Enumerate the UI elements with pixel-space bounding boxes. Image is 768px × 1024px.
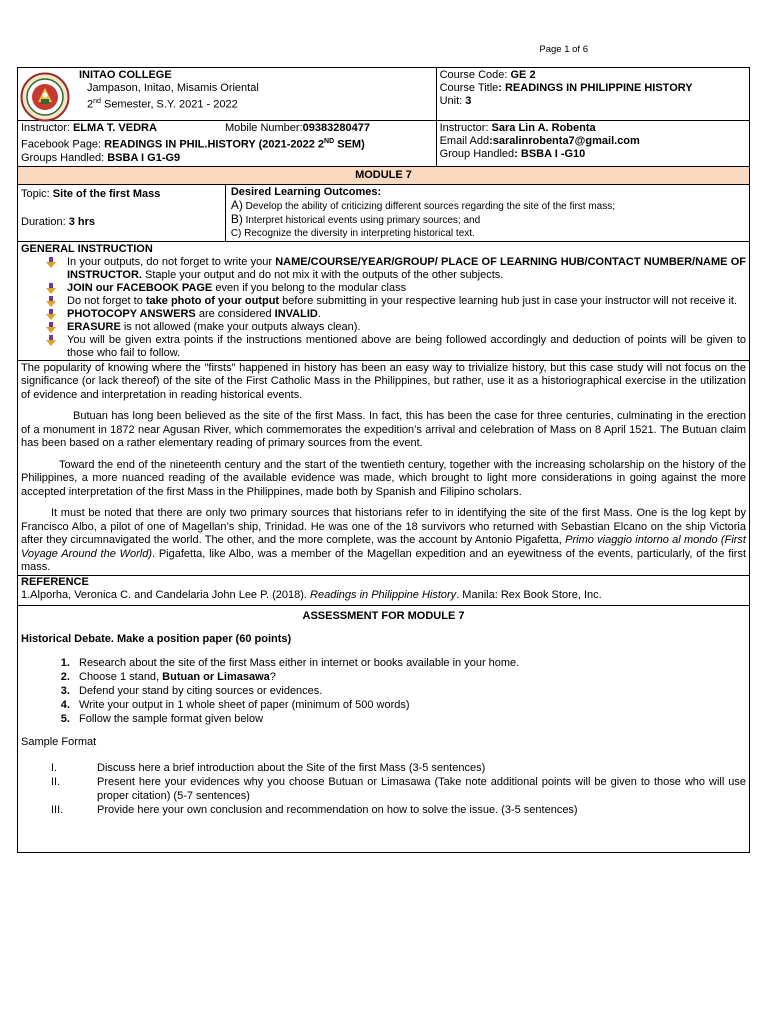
instruction-item: In your outputs, do not forget to write your NAME/COURSE/YEAR/GROUP/ PLACE OF LEARNING HUB/CONTACT NUMBER/NAME OF INSTRUCTOR. Staple your output and do not mix it with the outputs of the other subjects. (45, 256, 746, 282)
college-address: Jampason, Initao, Misamis Oriental (87, 82, 259, 94)
sample-format-label: Sample Format (21, 735, 97, 748)
reading-paragraph: Butuan has long been believed as the site of the first Mass. In fact, this has been the case for three centuries, culminating in the erection of a monument in 1872 near Agusan River, which commemorates the expedition’s arrival and celebration of Mass on 8 April 1521. The Butuan claim has been based on a rather elementary reading of primary sources from the event. (21, 410, 746, 450)
general-instruction-title: GENERAL INSTRUCTION (21, 242, 153, 255)
college-seal-logo (20, 72, 70, 122)
duration: Duration: 3 hrs (21, 215, 95, 228)
instruction-item: JOIN our FACEBOOK PAGE even if you belong to the modular class (45, 282, 746, 295)
instruction-item: Do not forget to take photo of your output before submitting in your respective learning hub just in case your instructor will not receive it. (45, 295, 746, 308)
assessment-title: ASSESSMENT FOR MODULE 7 (302, 609, 465, 622)
semester: 2nd Semester, S.Y. 2021 - 2022 (87, 98, 238, 111)
assessment-cell (18, 605, 750, 852)
header-row (18, 68, 750, 121)
reading-paragraph: It must be noted that there are only two primary sources that historians refer to in identifying the site of the first Mass. One is the log kept by Francisco Albo, a pilot of one of Magellan’s ship, Trinidad. He was one of the 18 survivors who returned with Sebastian Elcano on the ship Victoria after they circumnavigated the world. The other, and the more complete, was the account by Antonio Pigafetta, Primo viaggio intorno al mondo (First Voyage Around the World). Pigafetta, like Albo, was a member of the Magellan expedition and an eyewitness of the events, particularly, of the first mass. (21, 507, 746, 574)
reading-paragraph: The popularity of knowing where the "firsts" happened in history has been an easy way to trivialize history, but this case study will not focus on the significance (or lack thereof) of the site of the First Catholic Mass in the Philippines, but rather, use it as a historiographical exercise in the utilization of evidence and interpretation in reading historical events. (21, 361, 746, 401)
arrow-bullet-icon (45, 335, 57, 347)
module-document (17, 67, 750, 853)
assessment-row (18, 605, 750, 852)
reading-paragraph: Toward the end of the nineteenth century and the start of the twentieth century, together with the increasing scholarship on the history of the Philippines, a more nuanced reading of the available evidence was made, which brought to light more considerations in going against the more accepted interpretation of the first Mass in the Philippines, made both by Spanish and Filipino scholars. (21, 458, 746, 498)
outcomes-title: Desired Learning Outcomes: (230, 185, 382, 198)
instruction-item: ERASURE is not allowed (make your outputs always clean). (45, 321, 746, 334)
course-code: Course Code: GE 2 (439, 69, 536, 81)
content-cell (18, 241, 750, 605)
format-item: III. Provide here your own conclusion and recommendation on how to solve the issue. (3-5 sentences) (51, 803, 578, 816)
learning-outcomes (225, 184, 749, 241)
step-item: 3. Defend your stand by citing sources or evidences. (73, 684, 746, 698)
format-item: I. Discuss here a brief introduction about the Site of the first Mass (3-5 sentences) (51, 761, 486, 774)
sample-format-list (51, 761, 746, 817)
college-name: INITAO COLLEGE (79, 69, 172, 81)
arrow-bullet-icon (45, 283, 57, 295)
step-item: 4. Write your output in 1 whole sheet of paper (minimum of 500 words) (73, 698, 746, 712)
outcome-item: A) Develop the ability of criticizing different sources regarding the site of the first mass; (230, 197, 616, 212)
instruction-list (21, 256, 746, 360)
arrow-bullet-icon (45, 296, 57, 308)
topic-cell (18, 184, 226, 241)
reference-section (18, 575, 749, 605)
format-item: II. Present here your evidences why you choose Butuan or Limasawa (Take note additional points will be given to those who will use proper citation) (5-7 sentences) (51, 775, 746, 802)
step-item: 1. Research about the site of the first Mass either in internet or books available in your home. (73, 656, 746, 670)
page-number: Page 1 of 6 (539, 44, 588, 55)
facebook-page: Facebook Page: READINGS IN PHIL.HISTORY (2021-2022 2ND SEM) (21, 138, 365, 151)
reading-section (18, 360, 749, 575)
step-item: 5. Follow the sample format given below (73, 712, 746, 726)
college-header (18, 68, 437, 121)
module-title: MODULE 7 (18, 166, 750, 184)
assessment-steps (21, 656, 746, 726)
topic: Topic: Site of the first Mass (21, 187, 161, 200)
course-title: Course Title: READINGS IN PHILIPPINE HISTORY (439, 82, 693, 94)
course-info (436, 68, 749, 121)
instruction-item: PHOTOCOPY ANSWERS are considered INVALID. (45, 308, 746, 321)
outcome-item: C) Recognize the diversity in interpreting historical text. (230, 227, 475, 239)
instructor-line: Instructor: ELMA T. VEDRA Mobile Number:09383280477 (21, 122, 370, 134)
reference-title: REFERENCE (21, 575, 89, 588)
instructor-row (18, 121, 750, 167)
arrow-bullet-icon (45, 257, 57, 269)
outcome-item: B) Interpret historical events using primary sources; and (230, 211, 481, 226)
content-row (18, 241, 750, 605)
instructor-2: Instructor: Sara Lin A. Robenta (439, 122, 596, 134)
arrow-bullet-icon (45, 309, 57, 321)
topic-row (18, 184, 750, 241)
instructor-left (18, 121, 437, 167)
groups-handled: Groups Handled: BSBA I G1-G9 (21, 151, 181, 164)
assessment-subtitle: Historical Debate. Make a position paper (60 points) (21, 632, 292, 645)
instruction-item: You will be given extra points if the instructions mentioned above are being followed accordingly and deduction of points will be given to those who fail to follow. (45, 334, 746, 360)
group-handled: Group Handled: BSBA I -G10 (439, 148, 586, 160)
course-unit: Unit: 3 (439, 95, 472, 107)
reference-entry: 1.Alporha, Veronica C. and Candelaria John Lee P. (2018). Readings in Philippine History. Manila: Rex Book Store, Inc. (21, 588, 602, 601)
instructor-right (436, 121, 749, 167)
email-address: Email Add:saralinrobenta7@gmail.com (439, 135, 640, 147)
arrow-bullet-icon (45, 322, 57, 334)
step-item: 2. Choose 1 stand, Butuan or Limasawa? (73, 670, 746, 684)
